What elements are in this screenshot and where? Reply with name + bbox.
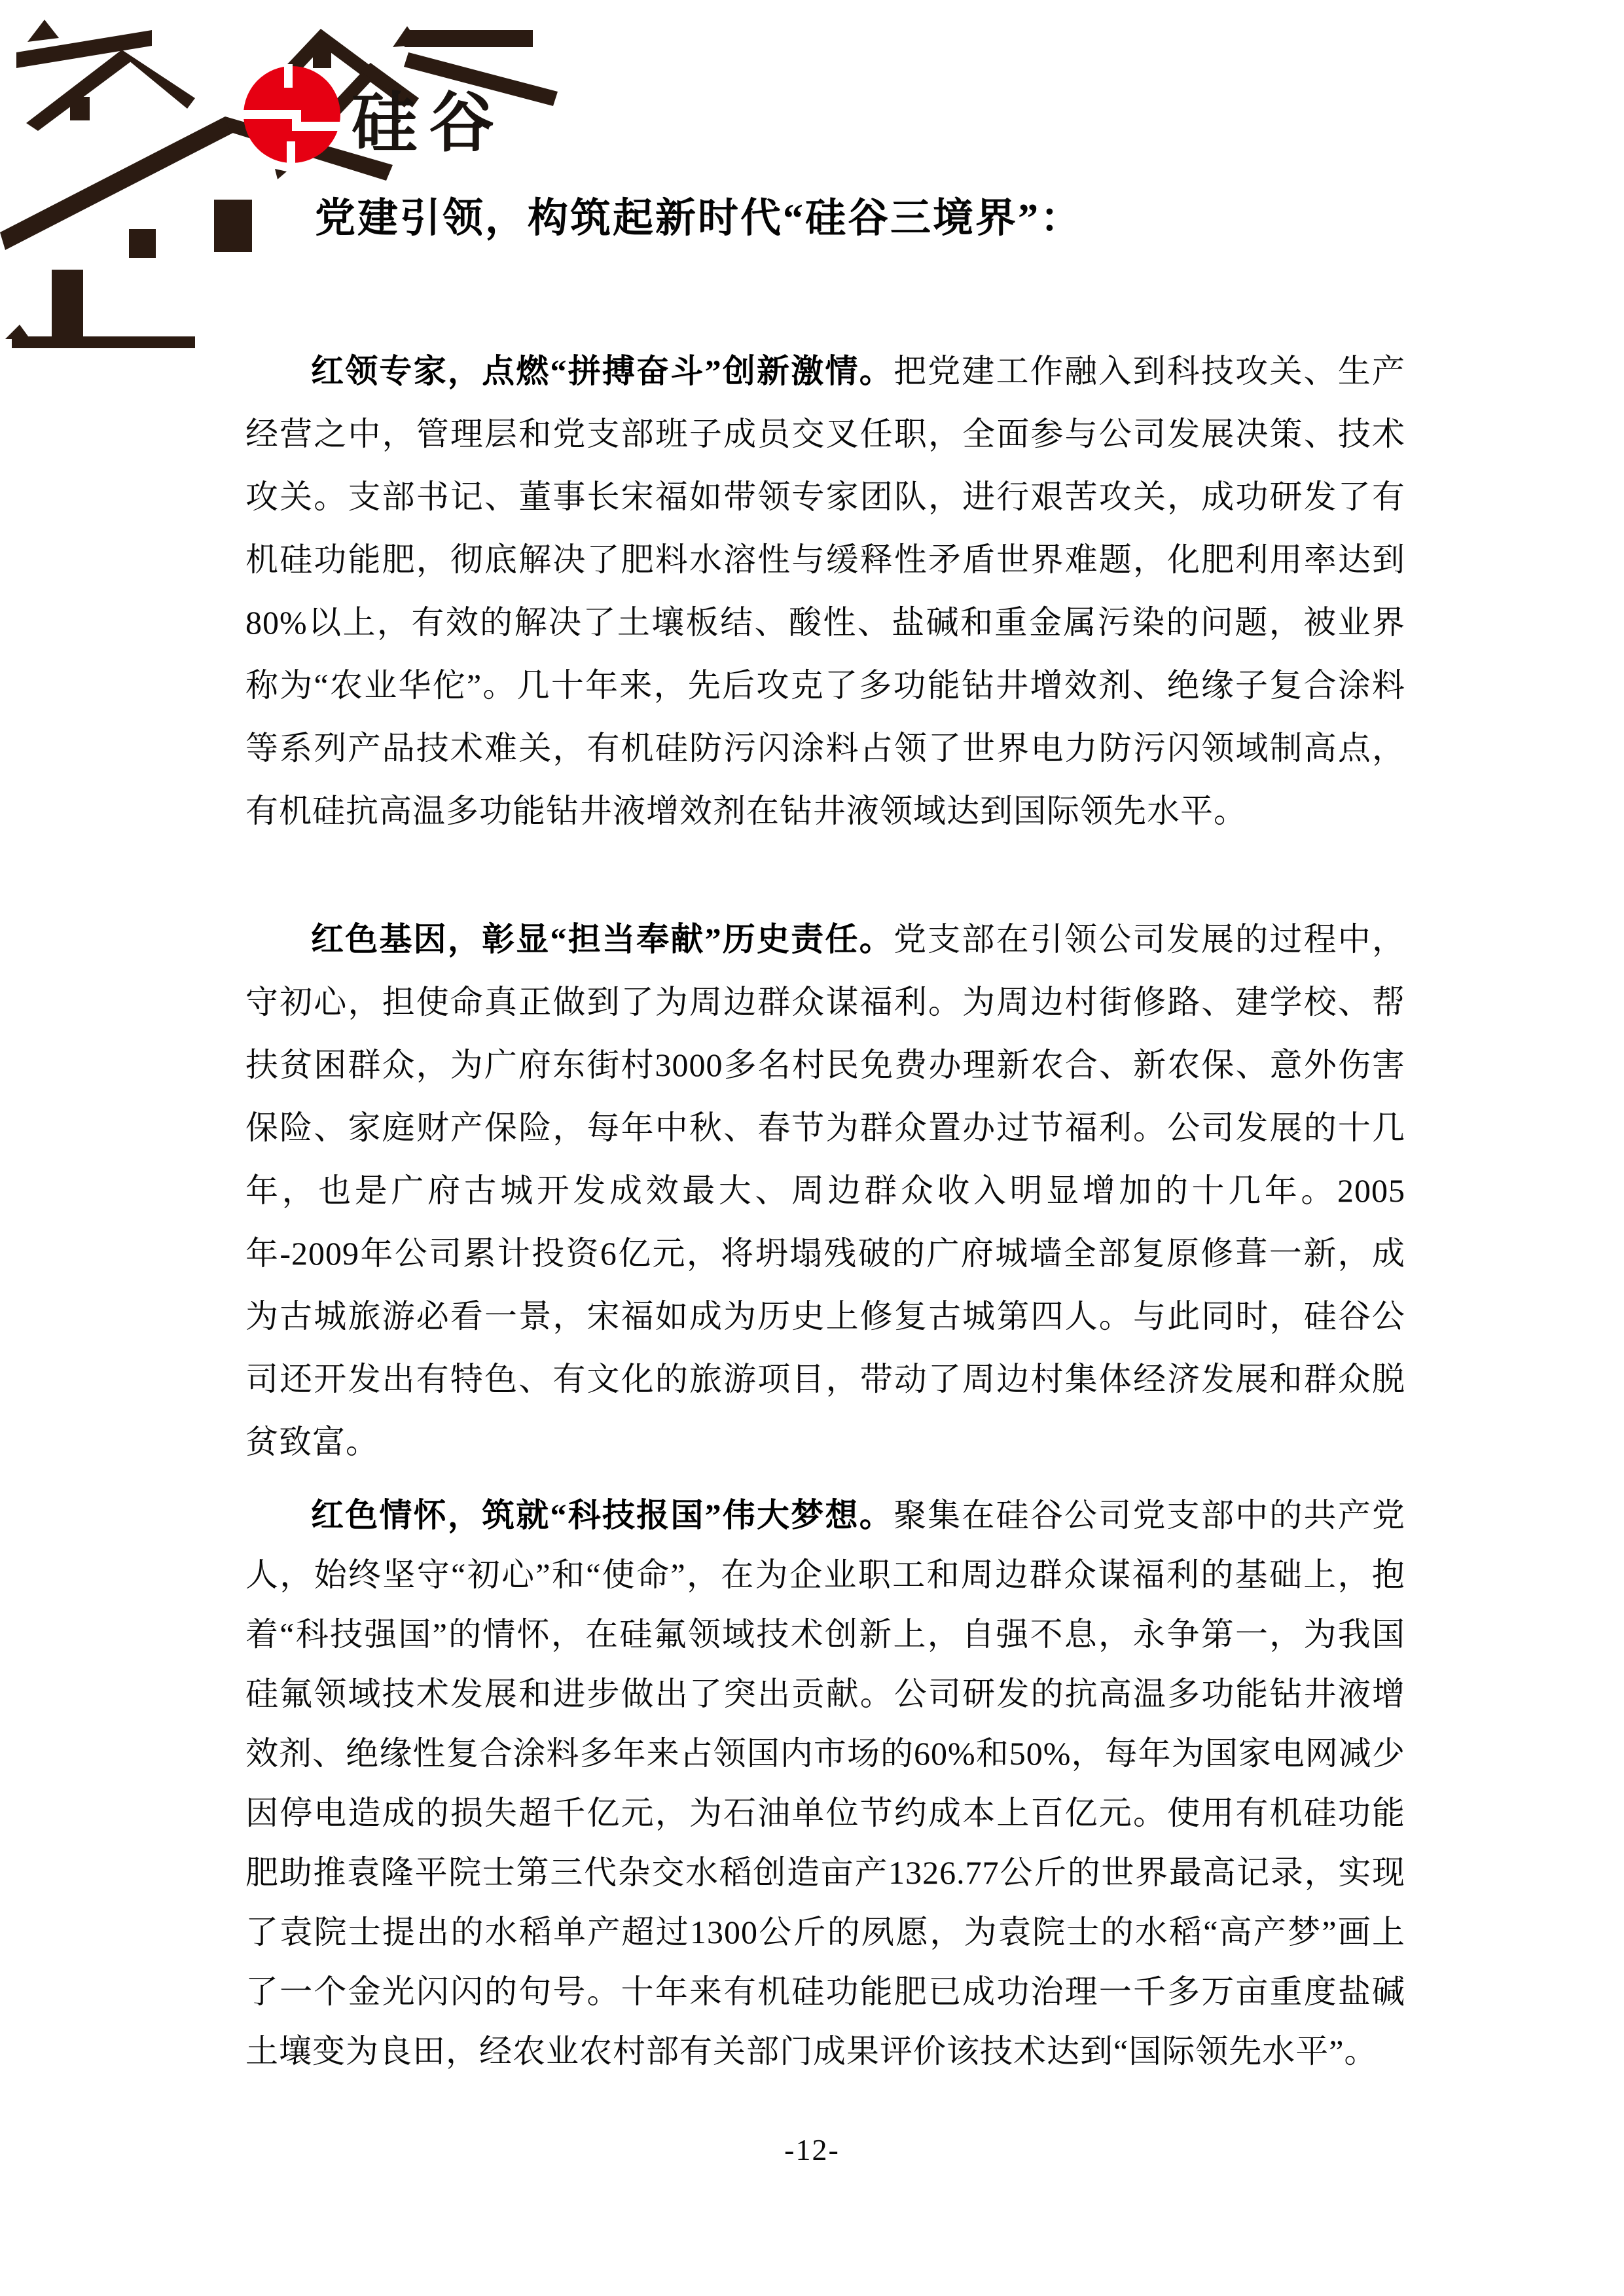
logo-brand-text: 硅谷	[352, 86, 506, 160]
paragraph-2-body: 党支部在引领公司发展的过程中，守初心，担使命真正做到了为周边群众谋福利。为周边村街修路、建学校、帮扶贫困群众，为广府东街村3000多名村民免费办理新农合、新农保、意外伤害保险、家庭财产保险，每年中秋、春节为群众置办过节福利。公司发展的十几年，也是广府古城开发成效最大、周边群众收入明显增加的十几年。2005年-2009年公司累计投资6亿元，将坍塌残破的广府城墙全部复原修葺一新，成为古城旅游必看一景，宋福如成为历史上修复古城第四人。与此同时，硅谷公司还开发出有特色、有文化的旅游项目，带动了周边村集体经济发展和群众脱贫致富。	[245, 921, 1405, 1460]
paragraph-2	[245, 908, 1405, 1473]
paragraph-1	[245, 340, 1405, 842]
paragraph-2-lead: 红色基因，彰显“担当奉献”历史责任。	[311, 921, 893, 958]
paragraph-3	[245, 1486, 1405, 2081]
paragraph-1-body: 把党建工作融入到科技攻关、生产经营之中，管理层和党支部班子成员交叉任职，全面参与公司发展决策、技术攻关。支部书记、董事长宋福如带领专家团队，进行艰苦攻关，成功研发了有机硅功能肥，彻底解决了肥料水溶性与缓释性矛盾世界难题，化肥利用率达到80%以上，有效的解决了土壤板结、酸性、盐碱和重金属污染的问题，被业界称为“农业华佗”。几十年来，先后攻克了多功能钻井增效剂、绝缘子复合涂料等系列产品技术难关，有机硅防污闪涂料占领了世界电力防污闪领域制高点，有机硅抗高温多功能钻井液增效剂在钻井液领域达到国际领先水平。	[245, 353, 1405, 829]
page-number: -12-	[784, 2133, 840, 2166]
document-title: 党建引领，构筑起新时代“硅谷三境界”：	[315, 196, 1083, 241]
paragraph-3-lead: 红色情怀，筑就“科技报国”伟大梦想。	[311, 1497, 893, 1534]
paragraph-3-body: 聚集在硅谷公司党支部中的共产党人，始终坚守“初心”和“使命”，在为企业职工和周边群众谋福利的基础上，抱着“科技强国”的情怀，在硅氟领域技术创新上，自强不息，永争第一，为我国硅氟领域技术发展和进步做出了突出贡献。公司研发的抗高温多功能钻井液增效剂、绝缘性复合涂料多年来占领国内市场的60%和50%，每年为国家电网减少因停电造成的损失超千亿元，为石油单位节约成本上百亿元。使用有机硅功能肥助推袁隆平院士第三代杂交水稻创造亩产1326.77公斤的世界最高记录，实现了袁院士提出的水稻单产超过1300公斤的夙愿，为袁院士的水稻“高产梦”画上了一个金光闪闪的句号。十年来有机硅功能肥已成功治理一千多万亩重度盐碱土壤变为良田，经农业农村部有关部门成果评价该技术达到“国际领先水平”。	[245, 1497, 1405, 2070]
paragraph-1-lead: 红领专家，点燃“拼搏奋斗”创新激情。	[311, 353, 893, 389]
